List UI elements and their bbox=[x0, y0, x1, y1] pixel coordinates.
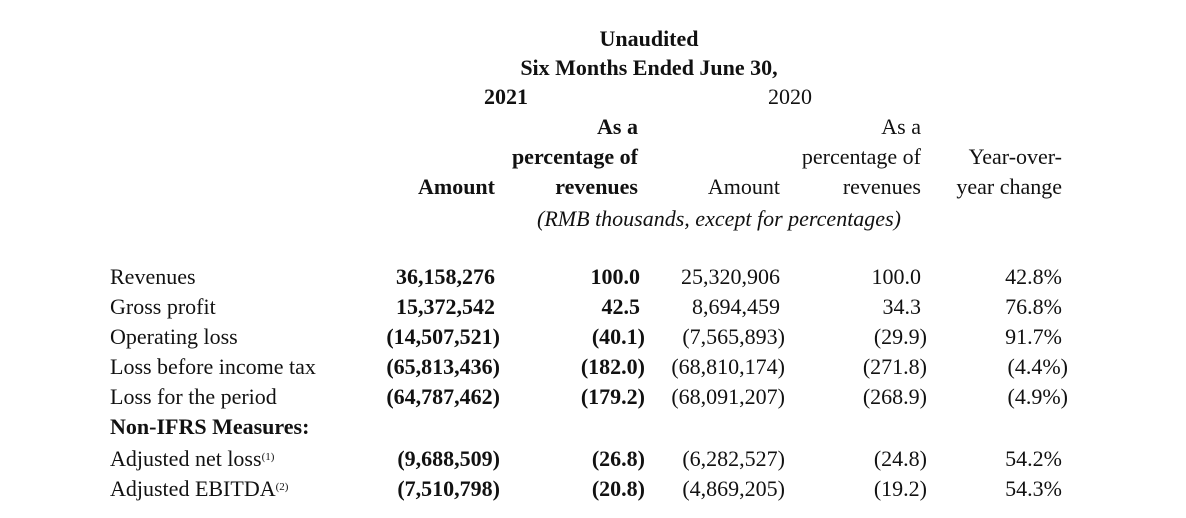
amount-2021: 15,372,542 bbox=[396, 294, 495, 319]
row-label: Revenues bbox=[110, 264, 196, 289]
amount-2021: (14,507,521) bbox=[386, 324, 500, 349]
pct-2021: 42.5 bbox=[601, 294, 640, 319]
header-period: Six Months Ended June 30, bbox=[520, 55, 778, 80]
pct-2021: (182.0) bbox=[580, 354, 645, 379]
footnote-marker: (1) bbox=[261, 451, 275, 463]
header-amount-2020: Amount bbox=[707, 174, 780, 199]
row-label: Gross profit bbox=[110, 294, 216, 319]
pct-2020: (271.8) bbox=[862, 354, 927, 379]
header-pct2020-line3: revenues bbox=[842, 174, 921, 199]
amount-2020: 25,320,906 bbox=[681, 264, 780, 289]
header-amount-2021: Amount bbox=[417, 174, 495, 199]
pct-2021: (179.2) bbox=[580, 384, 645, 409]
header-pct2021-line2: percentage of bbox=[511, 144, 638, 169]
row-label: Loss for the period bbox=[110, 384, 277, 409]
header-units: (RMB thousands, except for percentages) bbox=[537, 206, 901, 231]
header-year-2021: 2021 bbox=[484, 84, 528, 109]
pct-2021: (40.1) bbox=[591, 324, 645, 349]
row-label bbox=[110, 444, 274, 474]
pct-2021: (20.8) bbox=[591, 476, 645, 501]
pct-2020: 100.0 bbox=[871, 264, 921, 289]
header-pct2020-line1: As a bbox=[881, 114, 921, 139]
amount-2020: (68,810,174) bbox=[671, 354, 785, 379]
amount-2020: (68,091,207) bbox=[671, 384, 785, 409]
section-label-non-ifrs: Non-IFRS Measures: bbox=[110, 414, 310, 439]
yoy-change: 76.8% bbox=[1005, 294, 1062, 319]
amount-2021: (64,787,462) bbox=[386, 384, 500, 409]
yoy-change: 91.7% bbox=[1005, 324, 1062, 349]
yoy-change: 54.3% bbox=[1005, 476, 1062, 501]
amount-2021: (7,510,798) bbox=[397, 476, 500, 501]
header-yoy-line1: Year-over- bbox=[968, 144, 1062, 169]
amount-2020: 8,694,459 bbox=[692, 294, 780, 319]
footnote-marker: (2) bbox=[275, 481, 289, 493]
pct-2021: 100.0 bbox=[590, 264, 640, 289]
amount-2021: 36,158,276 bbox=[396, 264, 495, 289]
row-label-text: Adjusted EBITDA bbox=[110, 476, 276, 501]
header-pct2021-line1: As a bbox=[597, 114, 638, 139]
pct-2020: 34.3 bbox=[882, 294, 921, 319]
yoy-change: 42.8% bbox=[1005, 264, 1062, 289]
header-year-2020: 2020 bbox=[768, 84, 812, 109]
row-label bbox=[110, 474, 288, 504]
pct-2020: (268.9) bbox=[862, 384, 927, 409]
amount-2020: (7,565,893) bbox=[682, 324, 785, 349]
amount-2021: (65,813,436) bbox=[386, 354, 500, 379]
pct-2020: (19.2) bbox=[873, 476, 927, 501]
amount-2020: (4,869,205) bbox=[682, 476, 785, 501]
pct-2020: (24.8) bbox=[873, 446, 927, 471]
yoy-change: (4.4%) bbox=[1007, 354, 1068, 379]
header-yoy-line2: year change bbox=[956, 174, 1062, 199]
yoy-change: (4.9%) bbox=[1007, 384, 1068, 409]
row-label: Operating loss bbox=[110, 324, 238, 349]
header-pct2021-line3: revenues bbox=[555, 174, 638, 199]
row-label: Loss before income tax bbox=[110, 354, 316, 379]
amount-2021: (9,688,509) bbox=[397, 446, 500, 471]
amount-2020: (6,282,527) bbox=[682, 446, 785, 471]
row-label-text: Adjusted net loss bbox=[110, 446, 262, 471]
header-unaudited: Unaudited bbox=[599, 26, 699, 51]
pct-2020: (29.9) bbox=[873, 324, 927, 349]
yoy-change: 54.2% bbox=[1005, 446, 1062, 471]
header-pct2020-line2: percentage of bbox=[801, 144, 921, 169]
pct-2021: (26.8) bbox=[591, 446, 645, 471]
